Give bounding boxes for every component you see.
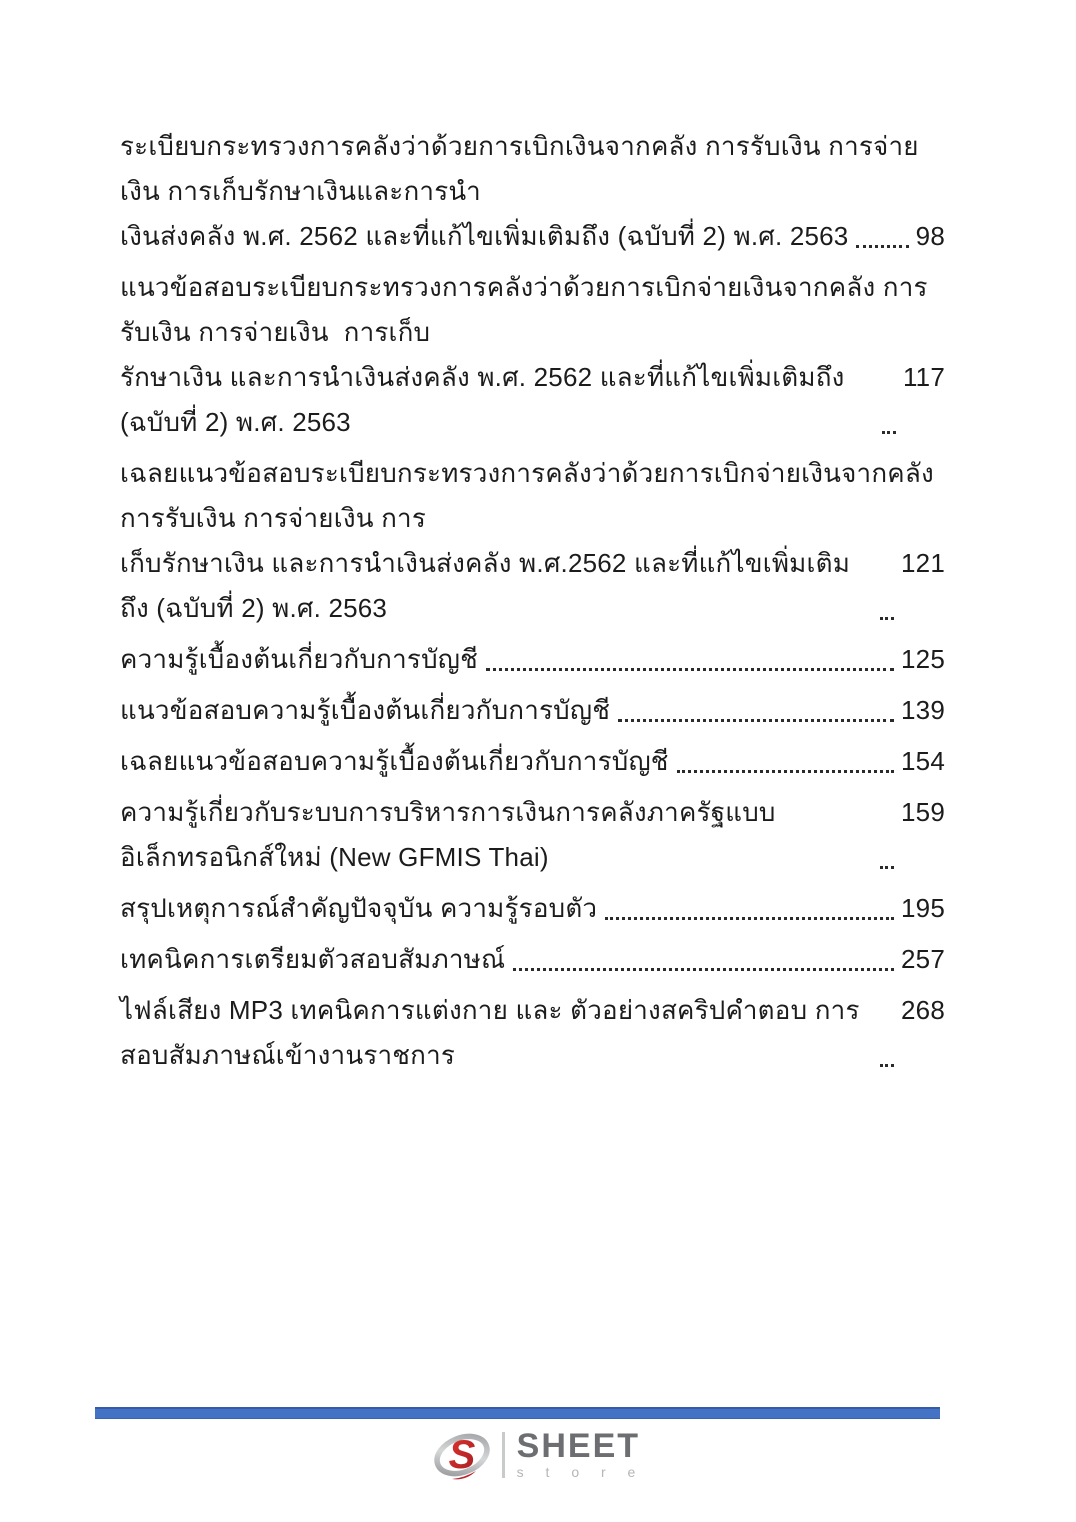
table-of-contents [120,124,945,1084]
page-number: 125 [901,644,945,674]
toc-entry-line [120,637,945,682]
dot-leader [513,968,894,971]
toc-entry-line [120,265,945,355]
toc-entry [120,886,945,931]
toc-entry-text: สรุปเหตุการณ์สำคัญปัจจุบัน ความรู้รอบตัว [120,893,598,923]
svg-text:S: S [448,1433,475,1477]
toc-entry-text: ระเบียบกระทรวงการคลังว่าด้วยการเบิกเงินจากคลัง การรับเงิน การจ่ายเงิน การเก็บรักษาเงินและการนำ [120,131,919,206]
dot-leader [880,866,894,869]
dot-leader [618,719,894,722]
toc-entry [120,124,945,259]
dot-leader [486,668,894,671]
page-number: 257 [901,944,945,974]
sheet-store-logo [0,1427,1076,1483]
toc-entry-line [120,739,945,784]
dot-leader [856,245,908,248]
toc-entry-text: เทคนิคการเตรียมตัวสอบสัมภาษณ์ [120,944,506,974]
dot-leader [605,917,894,920]
toc-entry-line [120,451,945,541]
toc-entry-text: ความรู้เบื้องต้นเกี่ยวกับการบัญชี [120,644,478,674]
page-number: 139 [901,695,945,725]
toc-entry-line [120,937,945,982]
logo-sub-text: s t o r e [516,1464,645,1480]
toc-entry-text: แนวข้อสอบความรู้เบื้องต้นเกี่ยวกับการบัญชี [120,695,611,725]
dot-leader [880,617,894,620]
dot-leader [677,770,894,773]
sheet-store-s-icon [432,1427,492,1483]
toc-entry-line [120,541,945,631]
logo-divider [502,1432,505,1478]
toc-entry-line [120,790,945,880]
page-number: 117 [902,362,945,392]
toc-entry-text: รักษาเงิน และการนำเงินส่งคลัง พ.ศ. 2562 และที่แก้ไขเพิ่มเติมถึง (ฉบับที่ 2) พ.ศ. 2563 [120,362,852,437]
toc-entry-text: เงินส่งคลัง พ.ศ. 2562 และที่แก้ไขเพิ่มเติมถึง (ฉบับที่ 2) พ.ศ. 2563 [120,221,849,251]
logo-text [516,1427,645,1480]
toc-entry-text: เฉลยแนวข้อสอบความรู้เบื้องต้นเกี่ยวกับการบัญชี [120,746,669,776]
dot-leader [882,431,896,434]
toc-entry [120,637,945,682]
toc-entry-text: แนวข้อสอบระเบียบกระทรวงการคลังว่าด้วยการเบิกจ่ายเงินจากคลัง การรับเงิน การจ่ายเงิน การเก็บ [120,272,928,347]
page-number: 159 [901,797,945,827]
page-number: 98 [915,221,945,251]
toc-entry [120,937,945,982]
toc-entry-line [120,688,945,733]
toc-entry-text: เฉลยแนวข้อสอบระเบียบกระทรวงการคลังว่าด้วยการเบิกจ่ายเงินจากคลัง การรับเงิน การจ่ายเงิน การ [120,458,942,533]
toc-entry-line [120,886,945,931]
toc-entry-line [120,988,945,1078]
toc-entry-text: เก็บรักษาเงิน และการนำเงินส่งคลัง พ.ศ.2562 และที่แก้ไขเพิ่มเติมถึง (ฉบับที่ 2) พ.ศ. 2563 [120,548,851,623]
toc-entry-line [120,355,945,445]
page-number: 268 [901,995,945,1025]
logo-brand-text: SHEET [516,1427,641,1465]
toc-entry [120,451,945,631]
page-number: 121 [901,548,945,578]
toc-entry [120,688,945,733]
dot-leader [880,1064,894,1067]
toc-entry-line [120,214,945,259]
toc-entry [120,790,945,880]
toc-entry-line [120,124,945,214]
toc-entry-text: ไฟล์เสียง MP3 เทคนิคการแต่งกาย และ ตัวอย่างสคริปคำตอบ การสอบสัมภาษณ์เข้างานราชการ [120,995,860,1070]
toc-entry [120,265,945,445]
toc-entry [120,739,945,784]
toc-entry-text: ความรู้เกี่ยวกับระบบการบริหารการเงินการคลังภาครัฐแบบอิเล็กทรอนิกส์ใหม่ (New GFMIS Thai) [120,797,776,872]
footer-divider-rule [95,1407,940,1419]
toc-entry [120,988,945,1078]
page-number: 195 [901,893,945,923]
page-number: 154 [901,746,945,776]
